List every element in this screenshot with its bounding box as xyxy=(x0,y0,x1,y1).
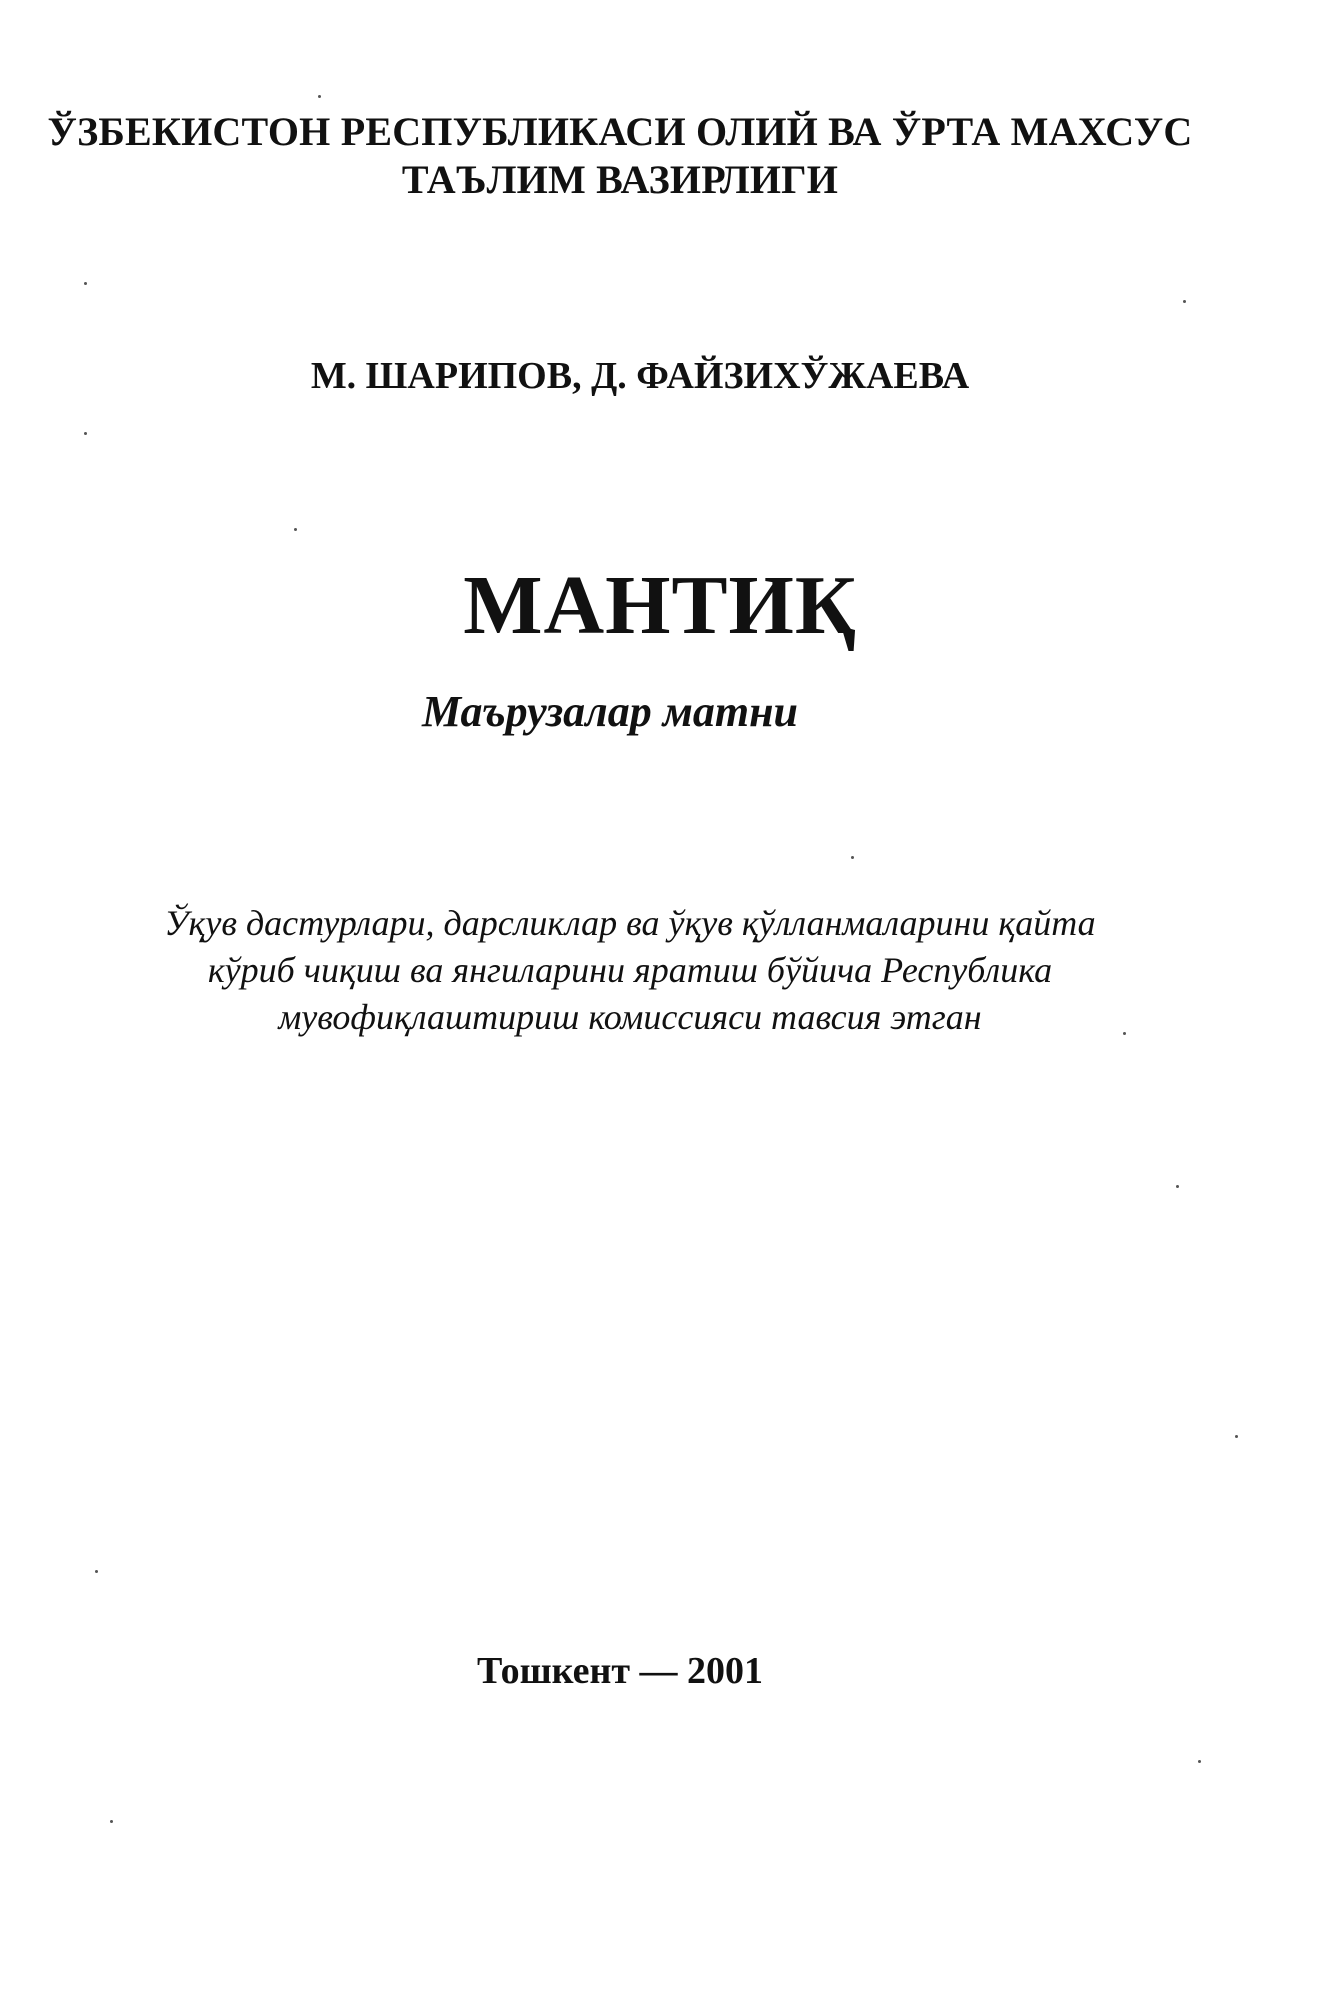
scan-speck xyxy=(851,856,854,859)
ministry-heading xyxy=(20,108,1220,204)
recommendation-note xyxy=(40,900,1220,1041)
scan-speck xyxy=(95,1570,98,1573)
imprint-place-year: Тошкент — 2001 xyxy=(476,1650,764,1692)
ministry-heading-line-2: ТАЪЛИМ ВАЗИРЛИГИ xyxy=(401,157,839,202)
scan-speck xyxy=(84,432,87,435)
book-subtitle: Маърузалар матни xyxy=(421,687,799,736)
scan-speck xyxy=(1235,1435,1238,1438)
scan-speck xyxy=(1176,1185,1179,1188)
scan-speck xyxy=(318,95,321,98)
recommendation-line-2: кўриб чиқиш ва янгиларини яратиш бўйича Республика xyxy=(207,950,1053,990)
ministry-heading-line-1: ЎЗБЕКИСТОН РЕСПУБЛИКАСИ ОЛИЙ ВА ЎРТА МАХСУС xyxy=(47,109,1193,154)
authors: М. ШАРИПОВ, Д. ФАЙЗИХЎЖАЕВА xyxy=(310,355,970,397)
scan-speck xyxy=(1123,1032,1126,1035)
recommendation-line-1: Ўқув дастурлари, дарсликлар ва ўқув қўлланмаларини қайта xyxy=(164,903,1096,943)
scan-speck xyxy=(110,1820,113,1823)
scan-speck xyxy=(294,528,297,531)
recommendation-line-3: мувофиқлаштириш комиссияси тавсия этган xyxy=(278,997,982,1037)
scan-speck xyxy=(1198,1760,1201,1763)
book-title: МАНТИҚ xyxy=(463,559,857,652)
scan-speck xyxy=(1183,300,1186,303)
scan-speck xyxy=(84,282,87,285)
